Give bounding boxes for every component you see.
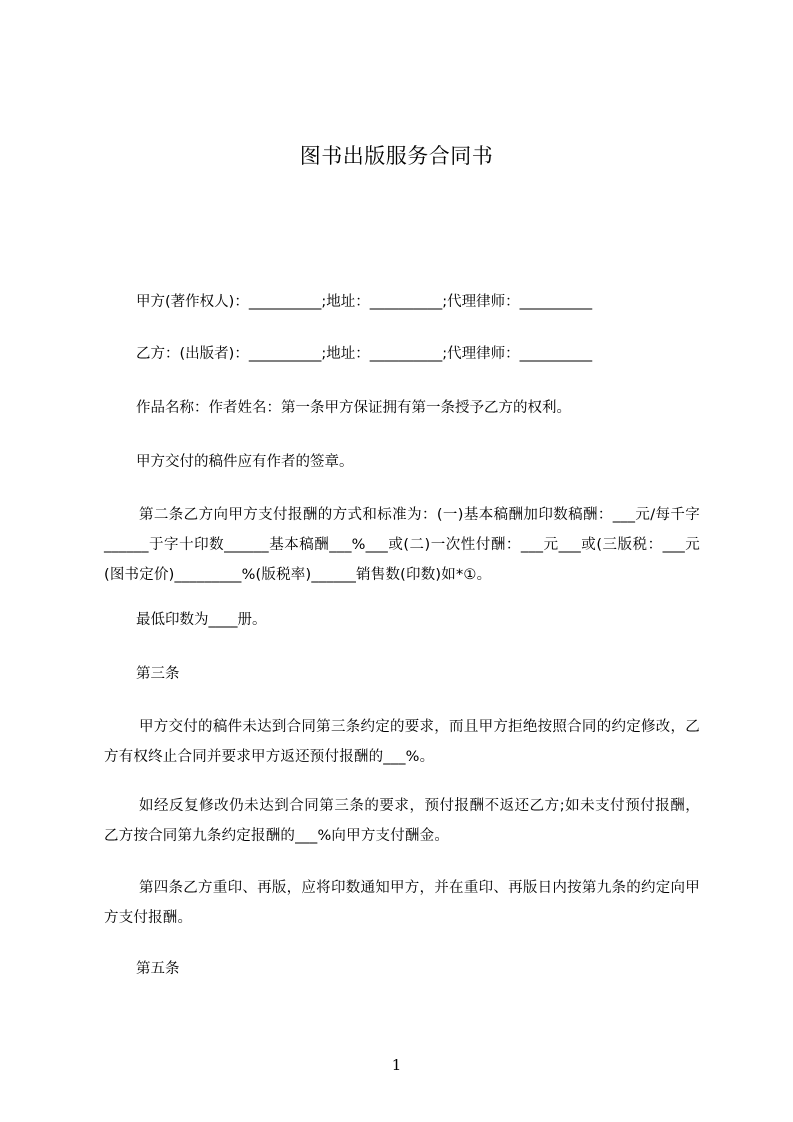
- page-number: 1: [391, 1056, 402, 1074]
- party-b-line: 乙方：(出版者)：__________;地址：__________;代理律师：__________: [136, 346, 593, 362]
- minimum-print-line: 最低印数为____册。: [136, 612, 267, 628]
- work-info-line: 作品名称：作者姓名：第一条甲方保证拥有第一条授予乙方的权利。: [136, 400, 571, 416]
- signature-requirement: 甲方交付的稿件应有作者的签章。: [136, 454, 354, 470]
- article-3-paragraph-1: 甲方交付的稿件未达到合同第三条约定的要求，而且甲方拒绝按照合同的约定修改，乙方有权终止合同并要求甲方返还预付报酬的___%。: [104, 719, 700, 765]
- article-4-paragraph: 第四条乙方重印、再版，应将印数通知甲方，并在重印、再版日内按第九条的约定向甲方支付报酬。: [104, 880, 700, 926]
- article-3-heading: 第三条: [136, 666, 180, 682]
- party-a-line: 甲方(著作权人)：__________;地址：__________;代理律师：__________: [136, 294, 593, 310]
- article-2-paragraph: 第二条乙方向甲方支付报酬的方式和标准为：(一)基本稿酬加印数稿酬：___元/每千字______于字十印数______基本稿酬___%___或(二)一次性付酬：___元___或(三版税：___元(图书定价)_________%(版税率)______销售数(印数)如*①。: [104, 507, 700, 583]
- document-title: 图书出版服务合同书: [299, 144, 494, 168]
- article-3-paragraph-2: 如经反复修改仍未达到合同第三条的要求，预付报酬不返还乙方;如未支付预付报酬，乙方按合同第九条约定报酬的___%向甲方支付酬金。: [104, 798, 700, 844]
- article-5-heading: 第五条: [136, 961, 180, 977]
